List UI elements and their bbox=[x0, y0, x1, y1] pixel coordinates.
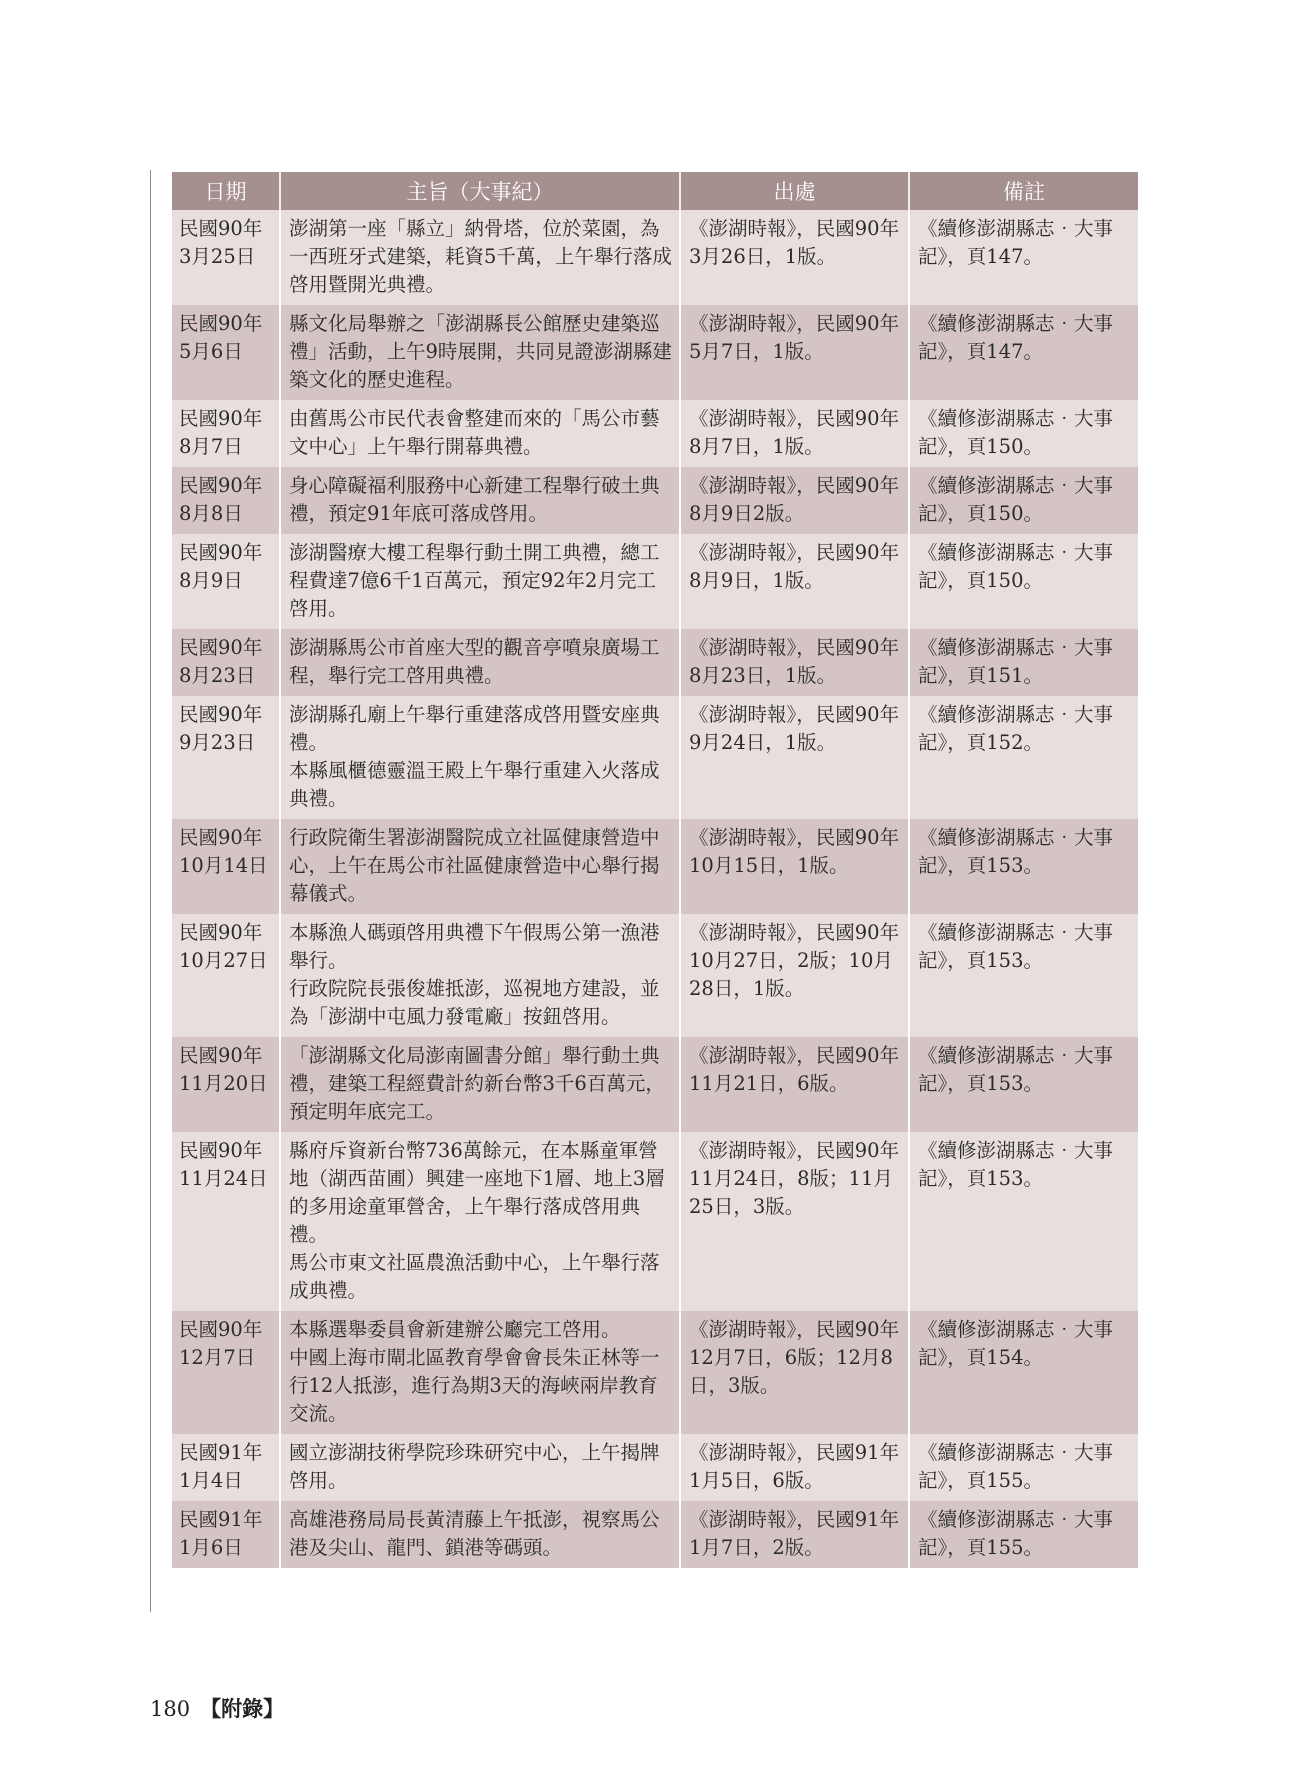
date-line: 民國90年 bbox=[179, 217, 263, 240]
note-cell: 《續修澎湖縣志‧大事記》，頁152。 bbox=[909, 696, 1138, 819]
note-cell: 《續修澎湖縣志‧大事記》，頁153。 bbox=[909, 914, 1138, 1037]
subject-paragraph: 馬公市東文社區農漁活動中心，上午舉行落成典禮。 bbox=[289, 1251, 660, 1302]
note-cell: 《續修澎湖縣志‧大事記》，頁147。 bbox=[909, 305, 1138, 400]
date-line: 民國90年 bbox=[179, 636, 263, 659]
source-cell: 《澎湖時報》，民國90年10月15日，1版。 bbox=[680, 819, 909, 914]
subject-cell bbox=[280, 1037, 680, 1132]
date-line: 8月9日 bbox=[179, 569, 243, 592]
table-row bbox=[172, 1501, 1138, 1568]
note-cell: 《續修澎湖縣志‧大事記》，頁147。 bbox=[909, 210, 1138, 305]
date-line: 11月20日 bbox=[179, 1072, 268, 1095]
section-label: 【附錄】 bbox=[200, 1696, 285, 1721]
subject-cell bbox=[280, 305, 680, 400]
date-cell bbox=[172, 400, 280, 467]
subject-paragraph: 澎湖第一座「縣立」納骨塔，位於菜園，為一西班牙式建築，耗資5千萬，上午舉行落成啓用暨開光典禮。 bbox=[289, 217, 672, 296]
date-line: 民國90年 bbox=[179, 1044, 263, 1067]
date-line: 8月7日 bbox=[179, 435, 243, 458]
date-line: 民國90年 bbox=[179, 474, 263, 497]
subject-cell bbox=[280, 534, 680, 629]
table-row bbox=[172, 914, 1138, 1037]
page-number: 180 bbox=[150, 1697, 191, 1721]
subject-paragraph: 身心障礙福利服務中心新建工程舉行破土典禮，預定91年底可落成啓用。 bbox=[289, 474, 660, 525]
table-row bbox=[172, 819, 1138, 914]
date-cell bbox=[172, 819, 280, 914]
note-cell: 《續修澎湖縣志‧大事記》，頁150。 bbox=[909, 400, 1138, 467]
note-cell: 《續修澎湖縣志‧大事記》，頁155。 bbox=[909, 1434, 1138, 1501]
table-row bbox=[172, 1037, 1138, 1132]
date-cell bbox=[172, 210, 280, 305]
subject-cell bbox=[280, 819, 680, 914]
source-cell: 《澎湖時報》，民國90年8月9日，1版。 bbox=[680, 534, 909, 629]
table-row bbox=[172, 696, 1138, 819]
source-cell: 《澎湖時報》，民國90年3月26日，1版。 bbox=[680, 210, 909, 305]
subject-paragraph: 由舊馬公市民代表會整建而來的「馬公市藝文中心」上午舉行開幕典禮。 bbox=[289, 407, 660, 458]
table-row bbox=[172, 1132, 1138, 1311]
subject-paragraph: 行政院院長張俊雄抵澎，巡視地方建設，並為「澎湖中屯風力發電廠」按鈕啓用。 bbox=[289, 977, 660, 1028]
note-cell: 《續修澎湖縣志‧大事記》，頁153。 bbox=[909, 1132, 1138, 1311]
date-line: 民國90年 bbox=[179, 1139, 263, 1162]
note-cell: 《續修澎湖縣志‧大事記》，頁155。 bbox=[909, 1501, 1138, 1568]
subject-paragraph: 澎湖醫療大樓工程舉行動土開工典禮，總工程費達7億6千1百萬元，預定92年2月完工啓用。 bbox=[289, 541, 660, 620]
table-row bbox=[172, 534, 1138, 629]
date-cell bbox=[172, 1311, 280, 1434]
subject-cell bbox=[280, 1311, 680, 1434]
source-cell: 《澎湖時報》，民國90年5月7日，1版。 bbox=[680, 305, 909, 400]
date-cell bbox=[172, 534, 280, 629]
subject-paragraph: 縣府斥資新台幣736萬餘元，在本縣童軍營地（湖西苗圃）興建一座地下1層、地上3層的多用途童軍營舍，上午舉行落成啓用典禮。 bbox=[289, 1139, 665, 1246]
date-line: 3月25日 bbox=[179, 245, 256, 268]
date-cell bbox=[172, 629, 280, 696]
subject-cell bbox=[280, 696, 680, 819]
subject-cell bbox=[280, 210, 680, 305]
source-cell: 《澎湖時報》，民國90年11月21日，6版。 bbox=[680, 1037, 909, 1132]
table-body bbox=[172, 210, 1138, 1568]
date-cell bbox=[172, 467, 280, 534]
subject-paragraph: 本縣選舉委員會新建辦公廳完工啓用。 bbox=[289, 1318, 621, 1341]
note-cell: 《續修澎湖縣志‧大事記》，頁150。 bbox=[909, 467, 1138, 534]
subject-cell bbox=[280, 914, 680, 1037]
subject-paragraph: 國立澎湖技術學院珍珠研究中心，上午揭牌啓用。 bbox=[289, 1441, 660, 1492]
table-row bbox=[172, 1434, 1138, 1501]
subject-paragraph: 澎湖縣孔廟上午舉行重建落成啓用暨安座典禮。 bbox=[289, 703, 660, 754]
date-cell bbox=[172, 1501, 280, 1568]
table-row bbox=[172, 305, 1138, 400]
source-cell: 《澎湖時報》，民國90年8月9日2版。 bbox=[680, 467, 909, 534]
note-cell: 《續修澎湖縣志‧大事記》，頁151。 bbox=[909, 629, 1138, 696]
date-line: 民國90年 bbox=[179, 1318, 263, 1341]
date-cell bbox=[172, 1037, 280, 1132]
subject-paragraph: 中國上海市閘北區教育學會會長朱正林等一行12人抵澎，進行為期3天的海峽兩岸教育交流。 bbox=[289, 1346, 660, 1425]
date-line: 民國91年 bbox=[179, 1508, 263, 1531]
source-cell: 《澎湖時報》，民國90年8月7日，1版。 bbox=[680, 400, 909, 467]
source-cell: 《澎湖時報》，民國90年11月24日，8版；11月25日，3版。 bbox=[680, 1132, 909, 1311]
header-subject: 主旨（大事紀） bbox=[280, 172, 680, 210]
date-line: 5月6日 bbox=[179, 340, 243, 363]
note-cell: 《續修澎湖縣志‧大事記》，頁153。 bbox=[909, 819, 1138, 914]
date-cell bbox=[172, 305, 280, 400]
header-source: 出處 bbox=[680, 172, 909, 210]
date-line: 11月24日 bbox=[179, 1167, 268, 1190]
table-row bbox=[172, 210, 1138, 305]
subject-paragraph: 澎湖縣馬公市首座大型的觀音亭噴泉廣場工程，舉行完工啓用典禮。 bbox=[289, 636, 660, 687]
subject-paragraph: 高雄港務局局長黃清藤上午抵澎，視察馬公港及尖山、龍門、鎖港等碼頭。 bbox=[289, 1508, 660, 1559]
subject-cell bbox=[280, 1132, 680, 1311]
note-cell: 《續修澎湖縣志‧大事記》，頁153。 bbox=[909, 1037, 1138, 1132]
subject-cell bbox=[280, 400, 680, 467]
subject-paragraph: 本縣漁人碼頭啓用典禮下午假馬公第一漁港舉行。 bbox=[289, 921, 660, 972]
subject-paragraph: 縣文化局舉辦之「澎湖縣長公館歷史建築巡禮」活動，上午9時展開，共同見證澎湖縣建築文化的歷史進程。 bbox=[289, 312, 672, 391]
table-header-row bbox=[172, 172, 1138, 210]
source-cell: 《澎湖時報》，民國90年8月23日，1版。 bbox=[680, 629, 909, 696]
subject-cell bbox=[280, 467, 680, 534]
date-line: 10月27日 bbox=[179, 949, 268, 972]
subject-cell bbox=[280, 629, 680, 696]
date-cell bbox=[172, 914, 280, 1037]
table-row bbox=[172, 400, 1138, 467]
date-line: 9月23日 bbox=[179, 731, 256, 754]
source-cell: 《澎湖時報》，民國91年1月5日，6版。 bbox=[680, 1434, 909, 1501]
table-row bbox=[172, 1311, 1138, 1434]
subject-paragraph: 本縣風櫃德靈溫王殿上午舉行重建入火落成典禮。 bbox=[289, 759, 660, 810]
date-cell bbox=[172, 1434, 280, 1501]
subject-paragraph: 「澎湖縣文化局澎南圖書分館」舉行動土典禮，建築工程經費計約新台幣3千6百萬元，預定明年底完工。 bbox=[289, 1044, 665, 1123]
date-line: 民國90年 bbox=[179, 312, 263, 335]
header-note: 備註 bbox=[909, 172, 1138, 210]
note-cell: 《續修澎湖縣志‧大事記》，頁154。 bbox=[909, 1311, 1138, 1434]
table-row bbox=[172, 467, 1138, 534]
date-line: 1月4日 bbox=[179, 1469, 243, 1492]
date-line: 民國90年 bbox=[179, 407, 263, 430]
date-line: 民國90年 bbox=[179, 703, 263, 726]
date-line: 12月7日 bbox=[179, 1346, 256, 1369]
date-cell bbox=[172, 1132, 280, 1311]
date-line: 民國91年 bbox=[179, 1441, 263, 1464]
table-row bbox=[172, 629, 1138, 696]
header-date: 日期 bbox=[172, 172, 280, 210]
source-cell: 《澎湖時報》，民國90年9月24日，1版。 bbox=[680, 696, 909, 819]
subject-cell bbox=[280, 1434, 680, 1501]
subject-cell bbox=[280, 1501, 680, 1568]
note-cell: 《續修澎湖縣志‧大事記》，頁150。 bbox=[909, 534, 1138, 629]
date-line: 民國90年 bbox=[179, 541, 263, 564]
date-line: 8月23日 bbox=[179, 664, 256, 687]
date-line: 8月8日 bbox=[179, 502, 243, 525]
page-footer bbox=[150, 1693, 284, 1723]
margin-rule bbox=[150, 170, 151, 1612]
source-cell: 《澎湖時報》，民國90年10月27日，2版；10月28日，1版。 bbox=[680, 914, 909, 1037]
date-line: 民國90年 bbox=[179, 826, 263, 849]
source-cell: 《澎湖時報》，民國90年12月7日，6版；12月8日，3版。 bbox=[680, 1311, 909, 1434]
subject-paragraph: 行政院衛生署澎湖醫院成立社區健康營造中心，上午在馬公市社區健康營造中心舉行揭幕儀式。 bbox=[289, 826, 660, 905]
date-line: 民國90年 bbox=[179, 921, 263, 944]
date-cell bbox=[172, 696, 280, 819]
date-line: 10月14日 bbox=[179, 854, 268, 877]
chronicle-table bbox=[172, 172, 1138, 1568]
source-cell: 《澎湖時報》，民國91年1月7日，2版。 bbox=[680, 1501, 909, 1568]
date-line: 1月6日 bbox=[179, 1536, 243, 1559]
chronicle-table-container bbox=[172, 172, 1138, 1568]
